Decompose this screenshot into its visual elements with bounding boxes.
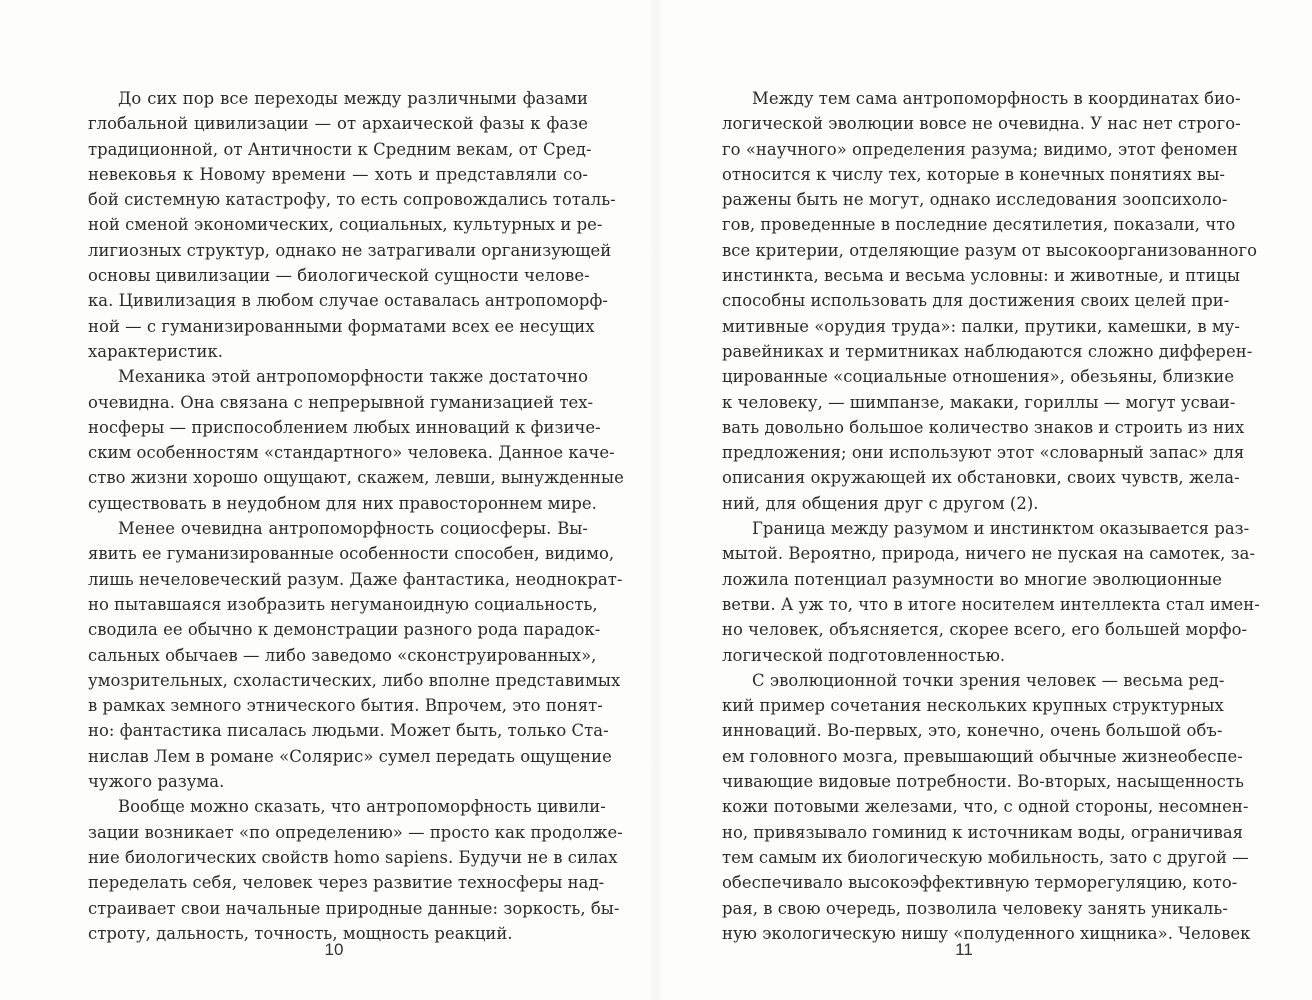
text-line: Вообще можно сказать, что антропоморфность цивили- [118, 797, 606, 817]
text-line: тем самым их биологическую мобильность, зато с другой — [722, 847, 1249, 867]
text-line: все критерии, отделяющие разум от высокоорганизованного [722, 240, 1258, 260]
text-line: ний, для общения друг с другом (2). [722, 493, 1039, 513]
text-line: явить ее гуманизированные особенности способен, видимо, [88, 544, 615, 564]
text-line: но пытавшаяся изобразить негуманоидную социальность, [88, 594, 598, 614]
text-line: митивные «орудия труда»: палки, прутики, камешки, в му- [722, 316, 1240, 336]
text-line: ние биологических свойств homo sapiens. Будучи не в силах [88, 847, 618, 867]
right-page-text [722, 86, 1260, 943]
text-line: чивающие видовые потребности. Во-вторых, насыщенность [722, 772, 1244, 792]
text-line: Механика этой антропоморфности также достаточно [118, 367, 588, 387]
text-line: традиционной, от Античности к Средним векам, от Сред- [88, 139, 592, 159]
text-line: ную экологическую нишу «полуденного хищника». Человек [722, 923, 1251, 943]
text-line: цированные «социальные отношения», обезьяны, близкие [722, 367, 1235, 387]
text-line: относится к числу тех, которые в конечных понятиях вы- [722, 164, 1226, 184]
text-line: способны использовать для достижения своих целей при- [722, 291, 1230, 311]
text-line: чужого разума. [88, 772, 225, 792]
text-line: Менее очевидна антропоморфность социосферы. Вы- [118, 519, 588, 539]
text-line: ем головного мозга, превышающий обычные жизнеобеспе- [722, 746, 1243, 766]
left-page-text [88, 86, 624, 943]
text-line: логической подготовленностью. [722, 645, 1006, 665]
text-line: ражены быть не могут, однако исследования зоопсихоло- [722, 190, 1228, 210]
text-line: Между тем сама антропоморфность в координатах био- [752, 89, 1241, 108]
text-line: С эволюционной точки зрения человек — весьма ред- [752, 670, 1225, 690]
book-gutter [648, 0, 664, 1000]
text-line: ложила потенциал разумности во многие эволюционные [722, 569, 1222, 589]
text-line: основы цивилизации — биологической сущности челове- [88, 266, 590, 286]
text-line: умозрительных, схоластических, либо вполне представимых [88, 670, 621, 690]
text-line: переделать себя, человек через развитие техносферы над- [88, 873, 605, 893]
text-line: существовать в неудобном для них правостороннем мире. [88, 493, 597, 513]
text-line: ка. Цивилизация в любом случае оставалась антропоморф- [88, 291, 608, 311]
text-line: зации возникает «по определению» — просто как продолже- [88, 822, 623, 842]
text-line: описания окружающей их обстановки, своих чувств, жела- [722, 468, 1240, 488]
text-line: строту, дальность, точность, мощность реакций. [88, 923, 513, 943]
text-line: равейниках и термитниках наблюдаются сложно дифферен- [722, 341, 1253, 361]
text-line: логической эволюции вовсе не очевидна. У нас нет строго- [722, 114, 1241, 134]
text-line: кожи потовыми железами, что, с одной стороны, несомнен- [722, 797, 1249, 817]
text-line: нислав Лем в романе «Солярис» сумел передать ощущение [88, 746, 612, 766]
text-line: ной — с гуманизированными форматами всех ее несущих [88, 316, 595, 336]
text-line: лишь нечеловеческий разум. Даже фантастика, неоднократ- [88, 569, 623, 589]
text-line: невековья к Новому времени — хоть и представляли со- [88, 164, 588, 184]
text-line: гов, проведенные в последние десятилетия, показали, что [722, 215, 1236, 235]
text-line: сальных обычаев — либо заведомо «сконструированных», [88, 645, 597, 665]
text-line: лигиозных структур, однако не затрагивали организующей [88, 240, 612, 260]
text-line: ветви. А уж то, что в итоге носителем интеллекта стал имен- [722, 594, 1260, 614]
text-line: очевидна. Она связана с непрерывной гуманизацией тех- [88, 392, 594, 412]
text-line: бой системную катастрофу, то есть сопровождались тоталь- [88, 190, 616, 210]
text-line: инноваций. Во-первых, это, конечно, очень большой объ- [722, 721, 1223, 741]
text-line: предложения; они используют этот «словарный запас» для [722, 443, 1245, 463]
text-line: ским особенностям «стандартного» человека. Данное каче- [88, 443, 615, 463]
text-line: в рамках земного этнического бытия. Впрочем, это понят- [88, 696, 603, 716]
text-line: Граница между разумом и инстинктом оказывается раз- [752, 519, 1250, 539]
text-line: инстинкта, весьма и весьма условны: и животные, и птицы [722, 266, 1240, 286]
text-line: кий пример сочетания нескольких крупных структурных [722, 696, 1224, 716]
text-line: к человеку, — шимпанзе, макаки, гориллы — могут усваи- [722, 392, 1236, 412]
text-line: глобальной цивилизации — от архаической фазы к фазе [88, 114, 588, 134]
text-line: ство жизни хорошо ощущают, скажем, левши, вынужденные [88, 468, 624, 488]
text-line: характеристик. [88, 341, 224, 361]
text-line: обеспечивало высокоэффективную терморегуляцию, кото- [722, 873, 1238, 893]
text-line: но, привязывало гоминид к источникам воды, ограничивая [722, 822, 1244, 842]
text-line: но человек, объясняется, скорее всего, его большей морфо- [722, 620, 1248, 640]
text-line: мытой. Вероятно, природа, ничего не пуская на самотек, за- [722, 544, 1256, 564]
text-line: До сих пор все переходы между различными фазами [118, 89, 588, 108]
text-line: носферы — приспособлением любых инноваций к физиче- [88, 417, 601, 437]
text-line: рая, в свою очередь, позволила человеку занять уникаль- [722, 898, 1228, 918]
right-page-number: 11 [955, 940, 973, 959]
text-line: сводила ее обычно к демонстрации разного рода парадок- [88, 620, 601, 640]
text-line: но: фантастика писалась людьми. Может быть, только Ста- [88, 721, 609, 741]
text-line: вать довольно большое количество знаков и строить из них [722, 417, 1245, 437]
text-line: страивает свои начальные природные данные: зоркость, бы- [88, 898, 620, 918]
left-page-number: 10 [324, 940, 344, 959]
text-line: ной сменой экономических, социальных, культурных и ре- [88, 215, 603, 235]
text-line: го «научного» определения разума; видимо, этот феномен [722, 139, 1238, 159]
